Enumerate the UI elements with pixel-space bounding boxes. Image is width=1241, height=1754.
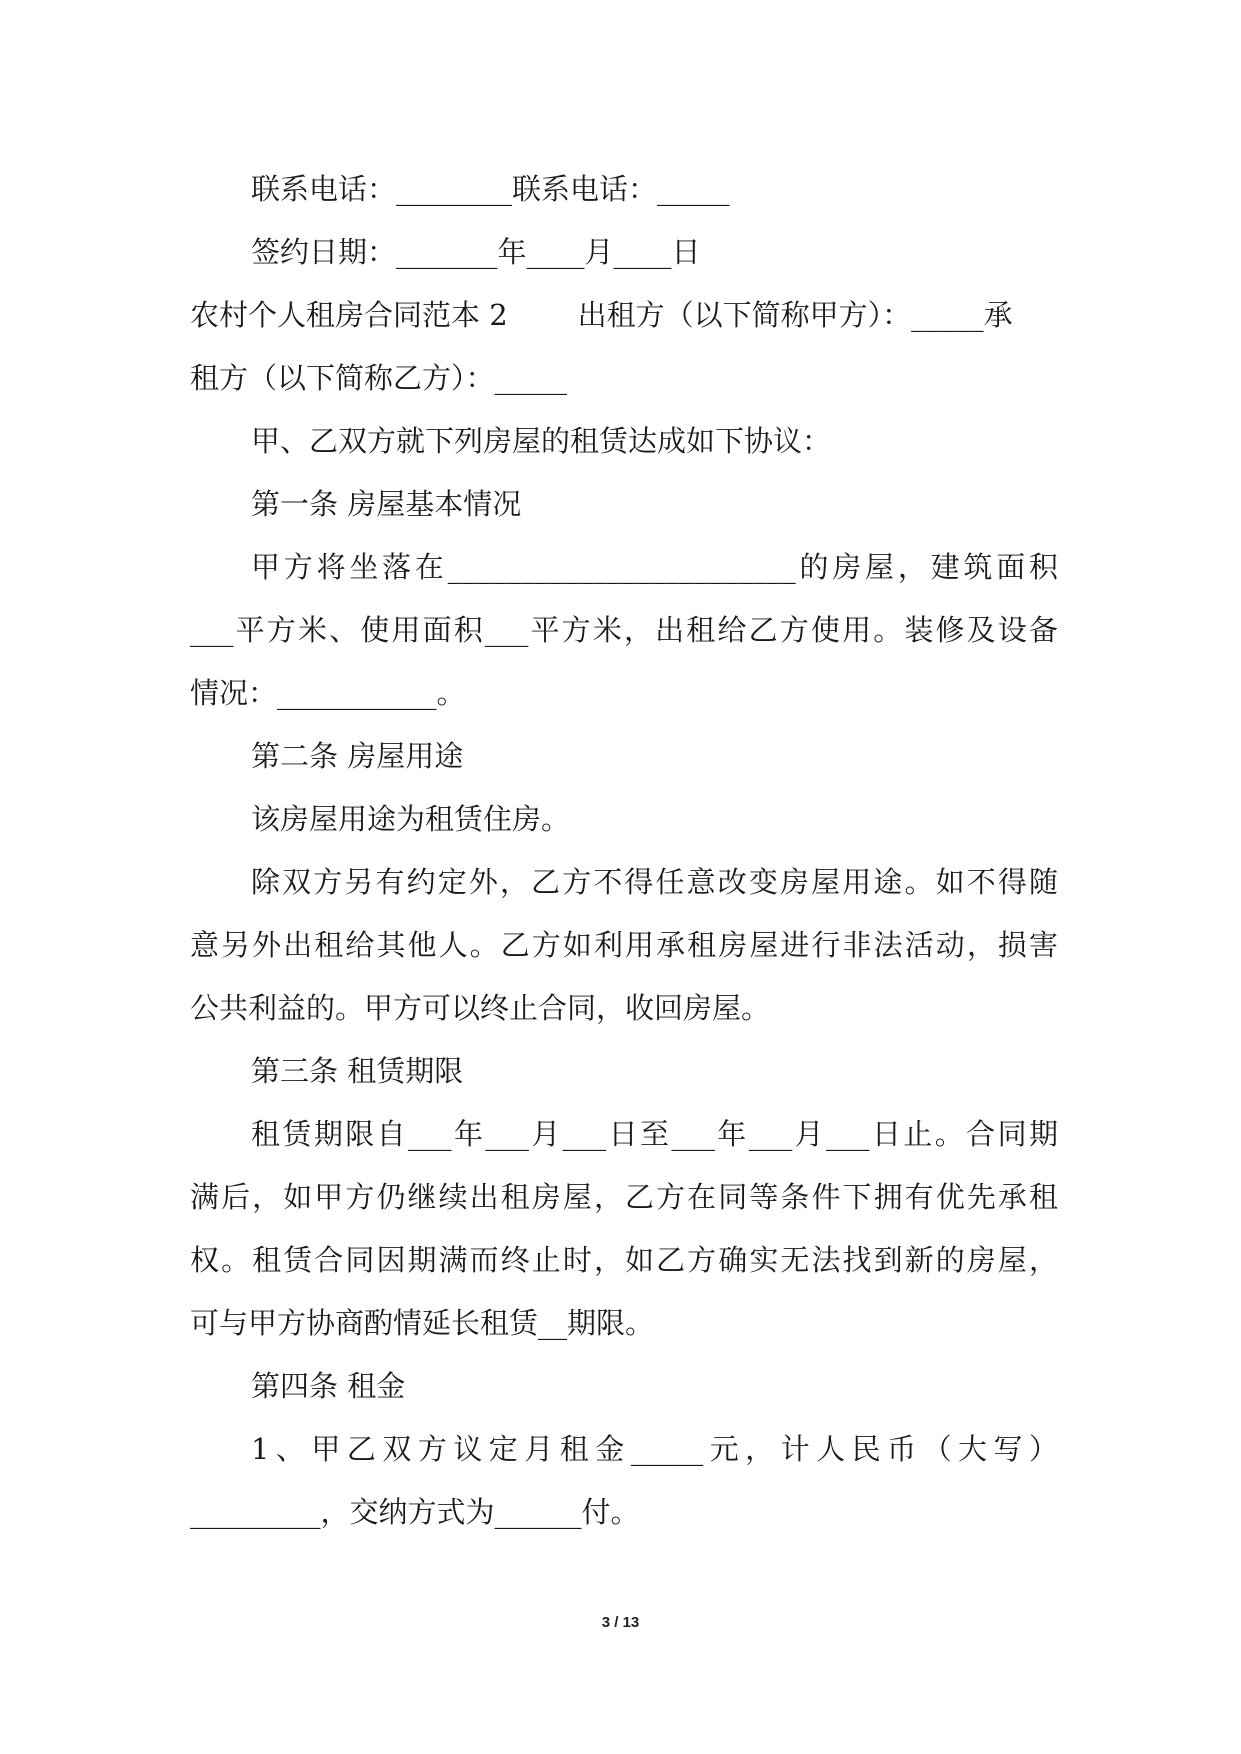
signing-date-line: 签约日期：_______年____月____日 <box>251 235 701 269</box>
article-4-text-line-1: 1、甲乙双方议定月租金_____元，计人民币（大写） <box>251 1432 1058 1466</box>
article-1-text-line-3: 情况：___________。 <box>190 676 466 710</box>
article-1-text-line-2: ___平方米、使用面积___平方米，出租给乙方使用。装修及设备 <box>190 613 1058 647</box>
page-number: 3 / 13 <box>601 1614 640 1631</box>
article-2-text-line-4: 公共利益的。甲方可以终止合同，收回房屋。 <box>190 991 771 1025</box>
article-1-text-line-1: 甲方将坐落在________________________的房屋，建筑面积 <box>251 550 1058 584</box>
article-3-heading: 第三条 租赁期限 <box>251 1054 464 1088</box>
article-1-heading: 第一条 房屋基本情况 <box>251 487 522 521</box>
agreement-intro: 甲、乙双方就下列房屋的租赁达成如下协议： <box>251 424 832 458</box>
article-3-text-line-2: 满后，如甲方仍继续出租房屋，乙方在同等条件下拥有优先承租 <box>190 1180 1058 1214</box>
article-2-heading: 第二条 房屋用途 <box>251 739 464 773</box>
article-3-text-line-1: 租赁期限自___年___月___日至___年___月___日止。合同期 <box>251 1117 1058 1151</box>
article-2-text-line-2: 除双方另有约定外，乙方不得任意改变房屋用途。如不得随 <box>251 865 1058 899</box>
article-2-text-line-1: 该房屋用途为租赁住房。 <box>251 802 571 836</box>
article-3-text-line-3: 权。租赁合同因期满而终止时，如乙方确实无法找到新的房屋， <box>190 1243 1058 1277</box>
lessor-line: 出租方（以下简称甲方）：_____承 <box>577 298 1013 332</box>
article-4-text-line-2: _________，交纳方式为______付。 <box>190 1495 640 1529</box>
article-2-text-line-3: 意另外出租给其他人。乙方如利用承租房屋进行非法活动，损害 <box>190 928 1058 962</box>
document-body <box>190 158 1058 1544</box>
contact-phone-line: 联系电话：________联系电话：_____ <box>251 172 730 206</box>
article-4-heading: 第四条 租金 <box>251 1369 406 1403</box>
article-3-text-line-4: 可与甲方协商酌情延长租赁__期限。 <box>190 1306 655 1340</box>
contract-heading-line <box>190 284 1058 347</box>
lessee-line: 租方（以下简称乙方）：_____ <box>190 361 568 395</box>
contract-title: 农村个人租房合同范本 2 <box>190 298 508 332</box>
